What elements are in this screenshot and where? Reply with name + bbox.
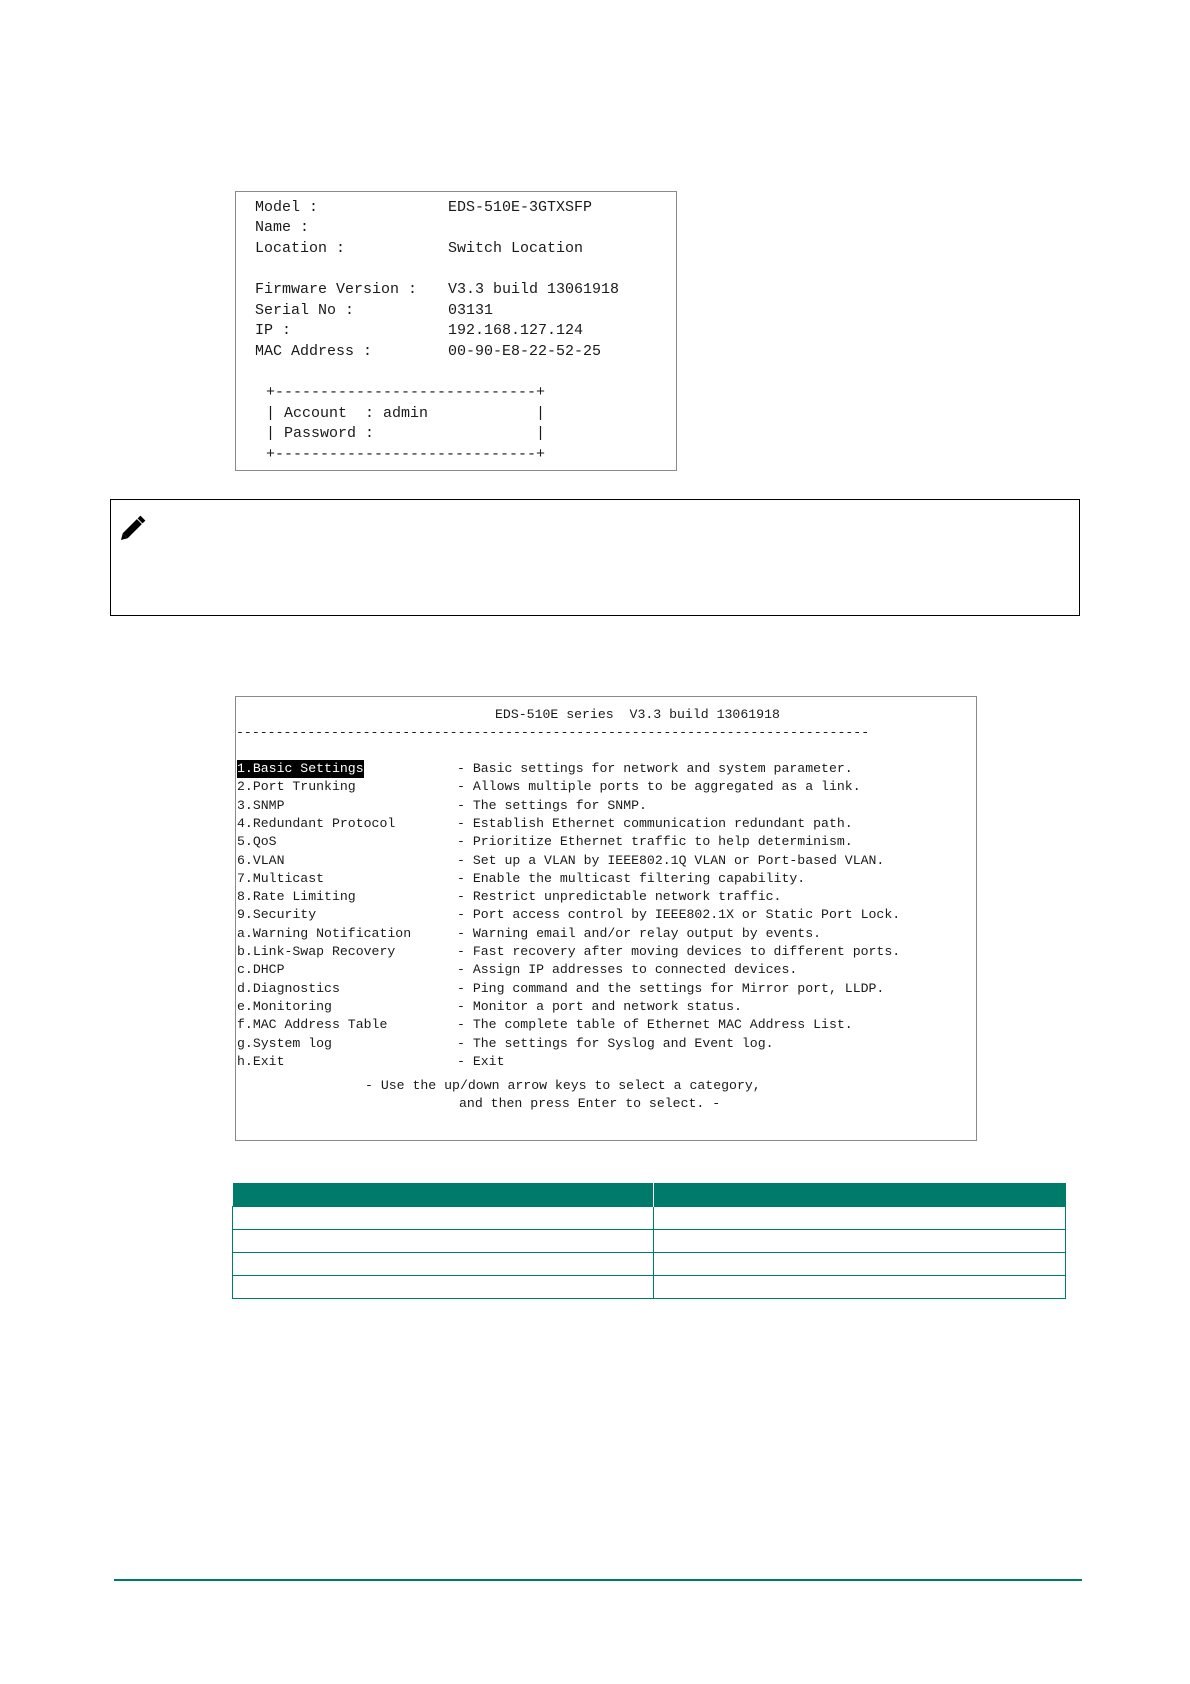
menu-item-description: - Enable the multicast filtering capability. (457, 870, 806, 886)
mac-value: 00-90-E8-22-52-25 (448, 343, 602, 360)
note-box (110, 499, 1080, 616)
menu-item-description: - Fast recovery after moving devices to different ports. (457, 944, 901, 959)
table-header-cell (653, 1183, 1066, 1207)
table-cell (653, 1276, 1066, 1299)
menu-item-key[interactable]: 6.VLAN (237, 852, 285, 868)
menu-item-key[interactable]: g.System log (237, 1035, 332, 1051)
model-label: Model : (255, 199, 319, 216)
menu-item-key[interactable]: 5.QoS (237, 834, 277, 850)
menu-item-key[interactable]: f.MAC Address Table (237, 1017, 388, 1033)
menu-item-key[interactable]: a.Warning Notification (237, 925, 412, 941)
menu-header: EDS-510E series V3.3 build 13061918 (495, 707, 780, 722)
menu-item-key[interactable]: 8.Rate Limiting (237, 889, 356, 905)
menu-item-key[interactable]: 3.SNMP (237, 797, 285, 813)
menu-item-description: - Exit (457, 1053, 505, 1069)
menu-item-description: - Warning email and/or relay output by events. (457, 925, 822, 941)
menu-item-description: - Restrict unpredictable network traffic. (457, 889, 782, 905)
menu-item-description: - The settings for Syslog and Event log. (457, 1035, 774, 1051)
menu-item-key[interactable]: b.Link-Swap Recovery (237, 944, 396, 959)
login-box-top-border: +-----------------------------+ (266, 384, 546, 401)
menu-separator: -------------------------------------------------------------------------------- (236, 725, 870, 740)
menu-hint-line2: and then press Enter to select. - (459, 1096, 721, 1111)
menu-item-description: - Basic settings for network and system parameter. (457, 761, 853, 776)
firmware-label: Firmware Version : (255, 281, 418, 298)
mac-label: MAC Address : (255, 343, 373, 360)
footer-rule (114, 1579, 1082, 1581)
ip-value: 192.168.127.124 (448, 322, 584, 339)
menu-item-key[interactable]: 7.Multicast (237, 870, 325, 886)
model-value: EDS-510E-3GTXSFP (448, 199, 593, 216)
menu-item-description: - Port access control by IEEE802.1X or Static Port Lock. (457, 907, 901, 923)
menu-item-key[interactable]: 1.Basic Settings (237, 761, 364, 776)
table-cell (233, 1276, 654, 1299)
menu-item-description: - Prioritize Ethernet traffic to help determinism. (457, 834, 853, 850)
table-cell (233, 1207, 654, 1230)
serial-value: 03131 (448, 302, 494, 319)
menu-item-description: - Ping command and the settings for Mirror port, LLDP. (457, 980, 885, 996)
table-cell (653, 1207, 1066, 1230)
ip-label: IP : (255, 322, 292, 339)
password-field[interactable]: | Password : | (266, 425, 546, 442)
menu-item-description: - The complete table of Ethernet MAC Address List. (457, 1017, 853, 1033)
main-menu-terminal-screenshot (235, 696, 977, 1141)
login-box-bottom-border: +-----------------------------+ (266, 446, 546, 463)
menu-item-key[interactable]: 9.Security (237, 907, 317, 923)
table-cell (233, 1230, 654, 1253)
login-terminal-screenshot (235, 191, 677, 471)
serial-label: Serial No : (255, 302, 355, 319)
menu-item-description: - Set up a VLAN by IEEE802.1Q VLAN or Port-based VLAN. (457, 852, 885, 868)
location-value: Switch Location (448, 240, 584, 257)
menu-item-description: - Monitor a port and network status. (457, 998, 742, 1014)
table-row (233, 1253, 1066, 1276)
menu-item-key[interactable]: d.Diagnostics (237, 980, 340, 996)
menu-item-key[interactable]: h.Exit (237, 1053, 285, 1069)
table-cell (653, 1230, 1066, 1253)
table-cell (233, 1253, 654, 1276)
table-row (233, 1207, 1066, 1230)
menu-item-key[interactable]: e.Monitoring (237, 998, 332, 1014)
table-header-row (233, 1183, 1066, 1207)
firmware-value: V3.3 build 13061918 (448, 281, 620, 298)
menu-item-description: - Allows multiple ports to be aggregated as a link. (457, 779, 861, 795)
table-row (233, 1230, 1066, 1253)
menu-item-key[interactable]: 4.Redundant Protocol (237, 815, 396, 831)
table-row (233, 1276, 1066, 1299)
menu-hint-line1: - Use the up/down arrow keys to select a category, (365, 1078, 761, 1093)
name-label: Name : (255, 219, 310, 236)
menu-item-description: - Establish Ethernet communication redundant path. (457, 815, 853, 831)
parameter-table (232, 1183, 1066, 1299)
menu-item-key[interactable]: c.DHCP (237, 962, 285, 978)
pencil-icon (116, 511, 150, 550)
location-label: Location : (255, 240, 346, 257)
table-cell (653, 1253, 1066, 1276)
table-header-cell (233, 1183, 654, 1207)
menu-item-description: - Assign IP addresses to connected devices. (457, 962, 798, 978)
menu-item-key[interactable]: 2.Port Trunking (237, 779, 356, 795)
menu-item-description: - The settings for SNMP. (457, 797, 647, 813)
account-field[interactable]: | Account : admin | (266, 405, 546, 422)
